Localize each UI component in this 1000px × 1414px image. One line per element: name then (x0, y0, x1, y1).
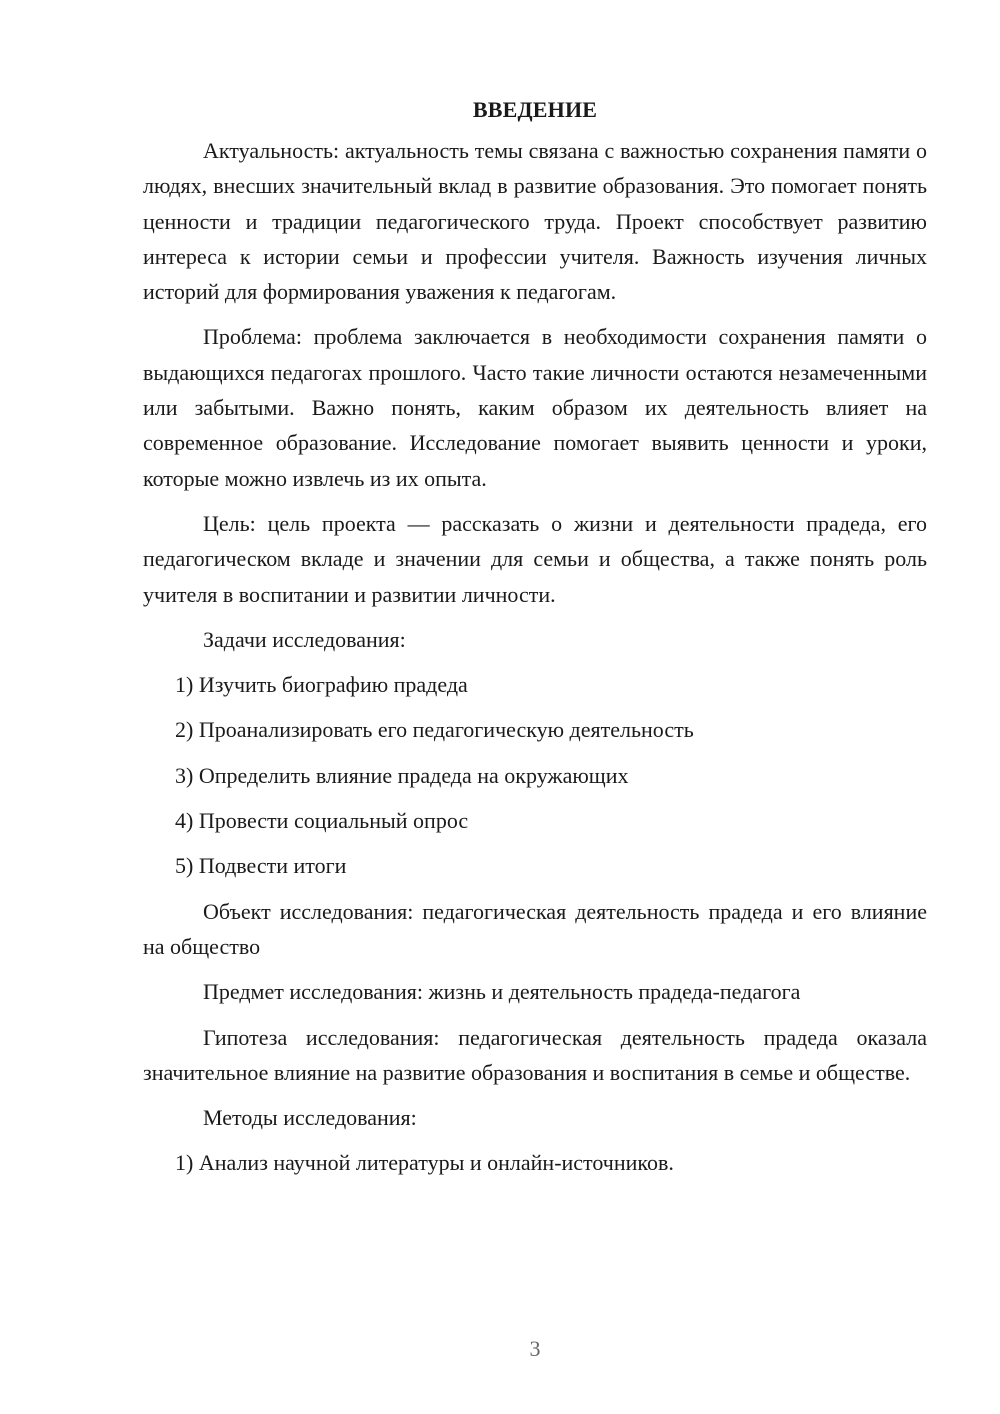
object-paragraph: Объект исследования: педагогическая деятельность прадеда и его влияние на общество (143, 898, 927, 959)
goal-paragraph: Цель: цель проекта — рассказать о жизни и деятельности прадеда, его педагогическом вкладе и значении для семьи и общества, а также понять роль учителя в воспитании и развитии личности. (143, 510, 927, 607)
list-item: 5) Подвести итоги (175, 853, 347, 879)
relevance-paragraph: Актуальность: актуальность темы связана с важностью сохранения памяти о людях, внесших значительный вклад в развитие образования. Это помогает понять ценности и традиции педагогического труда. Проект способствует развитию интереса к истории семьи и профессии учителя. Важность изучения личных историй для формирования уважения к педагогам. (143, 138, 927, 305)
list-item: 4) Провести социальный опрос (175, 808, 469, 834)
hypothesis-paragraph: Гипотеза исследования: педагогическая деятельность прадеда оказала значительное влияние на развитие образования и воспитания в семье и обществе. (143, 1024, 927, 1085)
tasks-title: Задачи исследования: (203, 626, 406, 652)
list-item: 1) Изучить биографию прадеда (175, 672, 468, 698)
methods-list (143, 1145, 927, 1180)
subject-paragraph: Предмет исследования: жизнь и деятельность прадеда-педагога (203, 979, 801, 1005)
list-item: 1) Анализ научной литературы и онлайн-источников. (175, 1150, 674, 1176)
tasks-list (143, 667, 927, 883)
page-number: 3 (529, 1336, 541, 1361)
problem-paragraph: Проблема: проблема заключается в необходимости сохранения памяти о выдающихся педагогах прошлого. Часто такие личности остаются незамеченными или забытыми. Важно понять, каким образом их деятельность влияет на современное образование. Исследование помогает выявить ценности и уроки, которые можно извлечь из их опыта. (143, 324, 927, 491)
list-item: 2) Проанализировать его педагогическую деятельность (175, 717, 694, 743)
section-heading: ВВЕДЕНИЕ (472, 97, 598, 122)
list-item: 3) Определить влияние прадеда на окружающих (175, 762, 629, 788)
page-content (143, 92, 927, 1191)
methods-title: Методы исследования: (203, 1105, 417, 1131)
